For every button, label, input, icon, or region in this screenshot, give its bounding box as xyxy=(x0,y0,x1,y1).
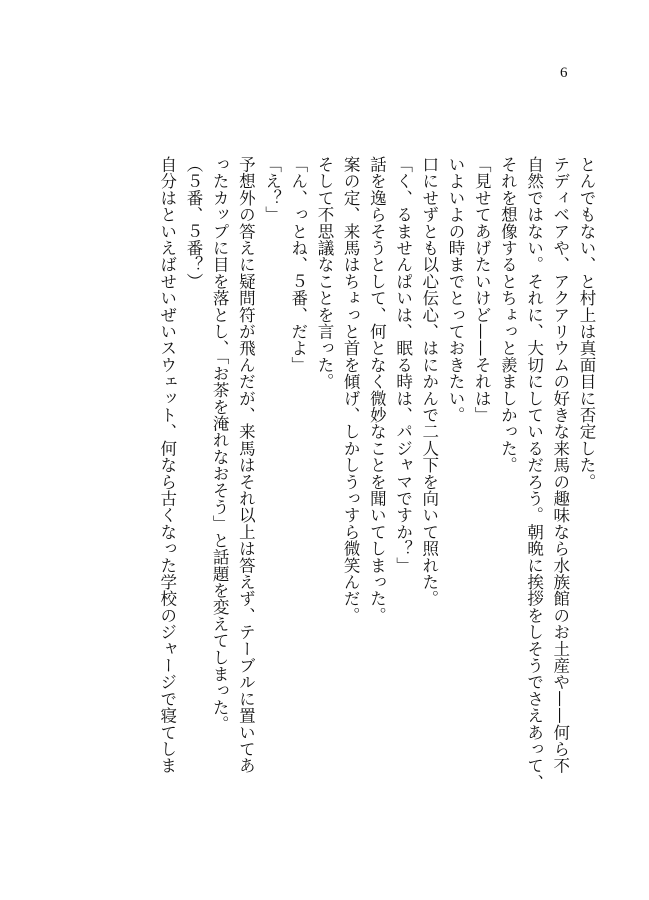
text-line: 自然ではない。それに、大切にしているだろう。朝晩に挨拶をしそうでさえあって、 xyxy=(524,156,544,791)
novel-text-column-block xyxy=(89,156,599,816)
text-line: 「く、るませんぱいは、眠る時は、パジャマですか？」 xyxy=(393,156,413,574)
text-line: 予想外の答えに疑問符が飛んだが、来馬はそれ以上は答えず、テーブルに置いてあ xyxy=(236,156,256,774)
text-line: いよいよの時までとっておきたい。 xyxy=(445,156,465,424)
page-number: 6 xyxy=(560,65,568,81)
text-line: 口にせずとも以心伝心、はにかんで二人下を向いて照れた。 xyxy=(419,156,439,607)
text-line: そして不思議なことを言った。 xyxy=(314,156,334,390)
text-line: 話を逸らそうとして、何となく微妙なことを聞いてしまった。 xyxy=(367,156,387,624)
text-line: テディベアや、アクアリウムの好きな来馬の趣味なら水族館のお土産や——何ら不 xyxy=(550,156,570,774)
text-line: ったカップに目を落とし、「お茶を淹れなおそう」と話題を変えてしまった。 xyxy=(210,156,230,733)
text-line: （５番、５番？） xyxy=(183,156,203,290)
text-line: それを想像するとちょっと羨ましかった。 xyxy=(498,156,518,474)
text-line: 「ん、っとね、５番、だよ」 xyxy=(288,156,308,374)
text-line: 案の定、来馬はちょっと首を傾げ、しかしうっすら微笑んだ。 xyxy=(341,156,361,624)
text-line: 自分はといえばせいぜいスウェット、何なら古くなった学校のジャージで寝てしま xyxy=(157,156,177,774)
text-line: 「え？」 xyxy=(262,156,282,223)
text-line: とんでもない、と村上は真面目に否定した。 xyxy=(577,156,596,490)
text-line: 「見せてあげたいけど——それは」 xyxy=(472,156,492,424)
